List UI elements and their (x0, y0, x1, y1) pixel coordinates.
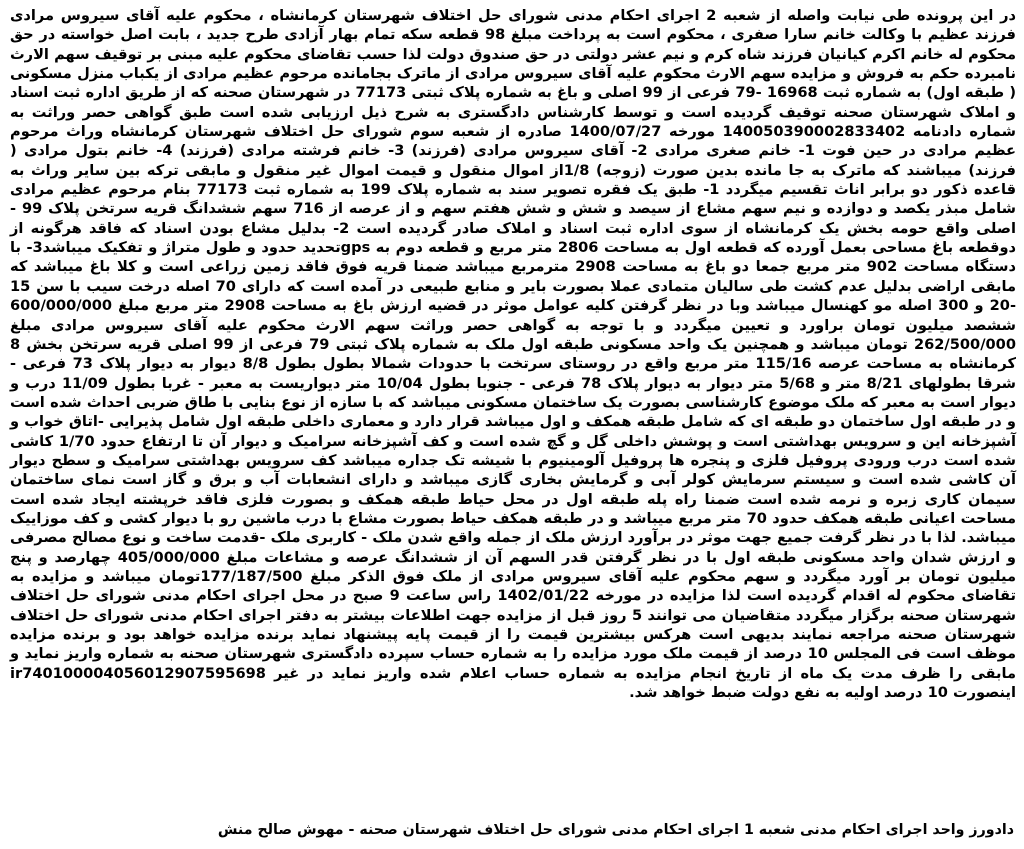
notice-signature: دادورز واحد اجرای احکام مدنی شعبه 1 اجرای احکام مدنی شورای حل اختلاف شهرستان صحنه - مهوش صالح منش (217, 822, 1014, 838)
auction-notice-body: در این پرونده طی نیابت واصله از شعبه 2 اجرای احکام مدنی شورای حل اختلاف شهرستان کرمانشاه ، محکوم علیه آقای سیروس مرادی فرزند عظیم با وکالت خانم سارا صفری ، محکوم است به پرداخت مبلغ 98 قطعه سکه تمام بهار آزادی طرح جدید ، بابت اصل خواسته در حق محکوم له خانم اکرم کیانیان فرزند شاه کرم و نیم عشر دولتی در حق صندوق دولت لذا حسب تقاضای محکوم علیه مبنی بر توقیف سهم الارث نامبرده حکم به فروش و مزایده سهم الارث محکوم علیه آقای سیروس مرادی از ماترک بجامانده مرحوم عظیم مرادی از یکباب منزل مسکونی ( طبقه اول) به شماره ثبت 16968 -79 فرعی از 99 اصلی و باغ به شماره پلاک ثبتی 77173 در شهرستان صحنه که از طریق اداره ثبت اسناد و املاک شهرستان صحنه توقیف گردیده است و توسط کارشناس دادگستری به شرح ذیل ارزیابی شده است طبق گواهی حصر وراثت به شماره دادنامه 140050390002833402 مورخه 1400/07/27 صادره از شعبه سوم شورای حل اختلاف شهرستان کرمانشاه وراث مرحوم عظیم مرادی در حین فوت 1- خانم صغری مرادی 2- آقای سیروس مرادی (فرزند) 3- خانم فرشته مرادی (فرزند) 4- خانم بتول مرادی ( فرزند) میباشند که ماترک به جا مانده بدین صورت (زوجه) 1/8از اموال منقول و قیمت اموال غیر منقول و مابقی ترکه بین سایر وراث به قاعده ذکور دو برابر اناث تقسیم میگردد 1- طبق یک فقره تصویر سند به شماره پلاک 199 به شماره ثبت 77173 بنام مرحوم عظیم مرادی شامل مبذر یکصد و دوازده و نیم سهم مشاع از سیصد و شش و شش هفتم سهم و از عرصه از 716 سهم ششدانگ قریه سرتخن پلاک 99 - اصلی واقع حومه بخش یک کرمانشاه از سوی اداره ثبت اسناد و املاک صادر گردیده است 2- بدلیل مشاع بودن اسناد که فاقد هرگونه از دوقطعه باغ مساحی بعمل آورده که قطعه اول به مساحت 2806 متر مربع و قطعه دوم به gpsتحدید حدود و طول متراژ و تفکیک میباشد3- با دستگاه مساحت 902 متر مربع جمعا دو باغ به مساحت 2908 مترمربع میباشد ضمنا قریه فوق فاقد زمین زراعی است و کلا باغ میباشد که مابقی اراضی بدلیل عدم کشت طی سالیان متمادی عملا بصورت بایر و منابع طبیعی در آمده است که دارای 70 اصله درخت سیب با سن 15 -20 و 300 اصله مو کهنسال میباشد وبا در نظر گرفتن کلیه عوامل موثر در قضیه ارزش باغ به مساحت 2908 متر مربع مبلغ 600/000/000 ششصد میلیون تومان براورد و تعیین میگردد و با توجه به گواهی حصر وراثت سهم الارث محکوم علیه آقای سیروس مرادی مبلغ 262/500/000 تومان میباشد و همچنین یک واحد مسکونی طبقه اول ملک به شماره پلاک ثبتی 79 فرعی از 99 اصلی قریه سرتخن بخش 8 کرمانشاه به مساحت عرصه 115/16 متر مربع واقع در روستای سرتخت با حدودات شمالا بطول بطول 8/8 دیوار به دیوار پلاک 73 فرعی - شرقا بطولهای 8/21 متر و 5/68 متر دیوار به دیوار پلاک 78 فرعی - جنوبا بطول 10/04 متر دیواریست به معبر - غربا بطول 11/09 درب و دیوار است به معبر که ملک موضوع کارشناسی بصورت یک ساختمان مسکونی میباشد که با سازه از نوع بنایی با طاق ضربی احداث شده است و در طبقه اول ساختمان دو طبقه ای که شامل طبقه همکف و اول میباشد قرار دارد و معماری داخلی طبقه اول شامل پذیرایی -اتاق خواب و آشپزخانه این و سرویس بهداشتی است و پوشش داخلی گل و گچ شده است و کف آشپزخانه سرامیک و دیوار آن تا ارتفاع حدود 1/70 کاشی شده است درب ورودی پروفیل فلزی و پنجره ها پروفیل آلومینیوم با شیشه تک جداره میباشد کف سرویس بهداشتی سرامیک و سطح دیوار آن کاشی شده است و سیستم سرمایش کولر آبی و گرمایش بخاری گازی میباشد و دارای انشعابات آب و برق و گاز است نمای ساختمان سیمان کاری زبره و نرمه شده است ضمنا راه پله طبقه اول در محل حیاط طبقه همکف و بصورت فلزی فاقد خرپشته ایجاد شده است مساحت اعیانی طبقه همکف حدود 70 متر مربع میباشد و در طبقه همکف حیاط بصورت مشاع با درب ماشین رو با دیوار کشی و کف موزاییک میباشد. لذا با در نظر گرفت جمیع جهت موثر در برآورد ارزش ملک از جمله واقع شدن ملک - کاربری ملک -قدمت ساخت و نوع مصالح مصرفی و ارزش شدان واحد مسکونی طبقه اول با در نظر گرفتن قدر السهم آن از ششدانگ عرصه و مشاعات مبلغ 405/000/000 چهارصد و پنج میلیون تومان بر آورد میگردد و سهم محکوم علیه آقای سیروس مرادی از ملک فوق الذکر مبلغ 177/187/500تومان میباشد و مزایده به تقاضای محکوم له اقدام گردیده است لذا مزایده در مورخه 1402/01/22 راس ساعت 9 صبح در محل اجرای احکام مدنی شورای حل اختلاف شهرستان صحنه برگزار میگردد متقاضیان می توانند 5 روز قبل از مزایده جهت اطلاعات بیشتر به دفتر اجرای احکام مدنی شورای حل اختلاف شهرستان صحنه مراجعه نمایند بدیهی است هرکس بیشترین قیمت را از قیمت پایه پیشنهاد نماید برنده مزایده خواهد بود و برنده مزایده موظف است فی المجلس 10 درصد از قیمت ملک مورد مزایده را به شماره حساب سپرده دادگستری شهرستان صحنه به شماره واریز نماید و مابقی را ظرف مدت یک ماه از تاریخ انجام مزایده به شماره حساب اعلام شده واریز نماید در غیر ir740100004056012907595698 اینصورت 10 درصد اولیه به نفع دولت ضبط خواهد شد. (10, 7, 1017, 702)
